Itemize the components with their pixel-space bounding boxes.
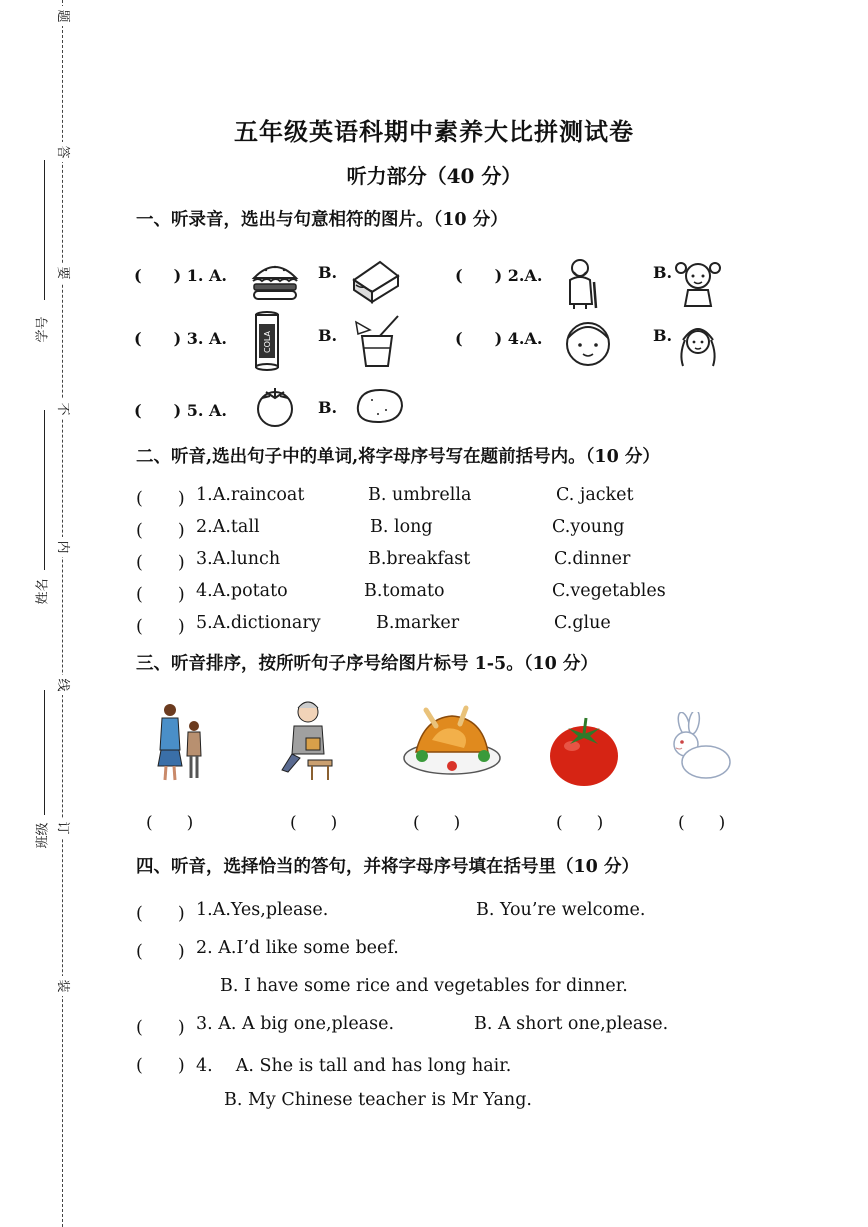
option-a: 2.A.tall <box>196 517 260 537</box>
potato-outline-icon <box>352 386 406 426</box>
part2-heading: 二、听音,选出句子中的单词,将字母序号写在题前括号内。（10 分） <box>136 447 660 467</box>
answer-paren[interactable]: ( ) <box>136 1056 185 1076</box>
option-b: B. A short one,please. <box>474 1014 669 1034</box>
tomato-icon <box>546 712 622 788</box>
answer-paren[interactable]: ( ) <box>136 521 185 541</box>
option-b: B.marker <box>376 613 460 633</box>
option-a: 4.A.potato <box>196 581 288 601</box>
class-label: 班级 <box>35 822 51 849</box>
part1-item-3-number: ( ) 3. A. <box>134 329 227 348</box>
part1-item-4-b-label: B. <box>653 326 673 345</box>
option-a: 5.A.dictionary <box>196 613 321 633</box>
name-label: 姓名 <box>35 578 51 605</box>
seal-char: 答 <box>52 142 72 162</box>
option-b: B. You’re welcome. <box>476 900 646 920</box>
answer-paren[interactable]: ( ) <box>136 1018 185 1038</box>
seal-char: 不 <box>52 399 72 419</box>
seal-char: 内 <box>52 537 72 557</box>
part1-heading: 一、听录音，选出与句意相符的图片。（10 分） <box>136 210 508 230</box>
listening-subtitle: 听力部分（40 分） <box>346 164 522 188</box>
answer-paren[interactable]: ( ) <box>136 585 185 605</box>
part1-item-1-b-label: B. <box>318 263 338 282</box>
exam-title: 五年级英语科期中素养大比拼测试卷 <box>234 117 634 146</box>
seal-char: 要 <box>52 263 72 283</box>
option-a: 4. A. She is tall and has long hair. <box>196 1056 512 1076</box>
part1-item-5-number: ( ) 5. A. <box>134 401 227 420</box>
mother-and-child-icon <box>152 700 208 784</box>
option-b: B. umbrella <box>368 485 472 505</box>
sandwich-icon <box>350 258 402 304</box>
option-c: C. jacket <box>556 485 634 505</box>
ordering-blank-4[interactable]: ( ) <box>556 813 604 833</box>
part4-heading: 四、听音，选择恰当的答句，并将字母序号填在括号里（10 分） <box>136 857 639 877</box>
juice-glass-icon <box>350 312 404 370</box>
name-line <box>44 410 45 570</box>
option-a: 3.A.lunch <box>196 549 281 569</box>
option-c: C.vegetables <box>552 581 666 601</box>
option-b: B.tomato <box>364 581 445 601</box>
seal-char: 线 <box>52 675 72 695</box>
round-face-girl-icon <box>560 318 616 368</box>
part3-heading: 三、听音排序，按所听句子序号给图片标号 1-5。（10 分） <box>136 654 598 674</box>
tomato-outline-icon <box>252 384 298 428</box>
ordering-blank-3[interactable]: ( ) <box>413 813 461 833</box>
grandpa-sitting-icon <box>276 698 338 784</box>
option-c: C.young <box>552 517 625 537</box>
option-b: B. I have some rice and vegetables for dinner. <box>220 976 628 996</box>
part1-item-4-number: ( ) 4.A. <box>455 329 543 348</box>
answer-paren[interactable]: ( ) <box>136 904 185 924</box>
option-c: C.dinner <box>554 549 631 569</box>
hamburger-icon <box>250 260 300 302</box>
seal-char: 题 <box>52 6 72 26</box>
student-id-label: 学号 <box>35 316 51 343</box>
part1-item-2-b-label: B. <box>653 263 673 282</box>
option-b: B.breakfast <box>368 549 471 569</box>
part1-item-3-b-label: B. <box>318 326 338 345</box>
ordering-blank-2[interactable]: ( ) <box>290 813 338 833</box>
ordering-blank-5[interactable]: ( ) <box>678 813 726 833</box>
old-man-icon <box>560 256 604 310</box>
answer-paren[interactable]: ( ) <box>136 617 185 637</box>
answer-paren[interactable]: ( ) <box>136 489 185 509</box>
option-c: C.glue <box>554 613 611 633</box>
girl-pigtails-icon <box>675 256 721 308</box>
ordering-blank-1[interactable]: ( ) <box>146 813 194 833</box>
option-a: 1.A.raincoat <box>196 485 305 505</box>
option-a: 1.A.Yes,please. <box>196 900 329 920</box>
option-b: B. long <box>370 517 433 537</box>
svg-text:COLA: COLA <box>263 331 272 353</box>
part1-item-5-b-label: B. <box>318 398 338 417</box>
class-line <box>44 690 45 815</box>
part1-item-2-number: ( ) 2.A. <box>455 266 543 285</box>
long-hair-girl-icon <box>675 318 721 370</box>
seal-char: 订 <box>52 818 72 838</box>
option-b: B. My Chinese teacher is Mr Yang. <box>224 1090 532 1110</box>
rabbit-icon <box>662 712 734 784</box>
option-a: 3. A. A big one,please. <box>196 1014 395 1034</box>
answer-paren[interactable]: ( ) <box>136 942 185 962</box>
answer-paren[interactable]: ( ) <box>136 553 185 573</box>
option-a: 2. A.I’d like some beef. <box>196 938 399 958</box>
seal-char: 装 <box>52 976 72 996</box>
soda-can-icon <box>252 310 282 372</box>
roast-turkey-icon <box>402 700 502 780</box>
part1-item-1-number: ( ) 1. A. <box>134 266 227 285</box>
